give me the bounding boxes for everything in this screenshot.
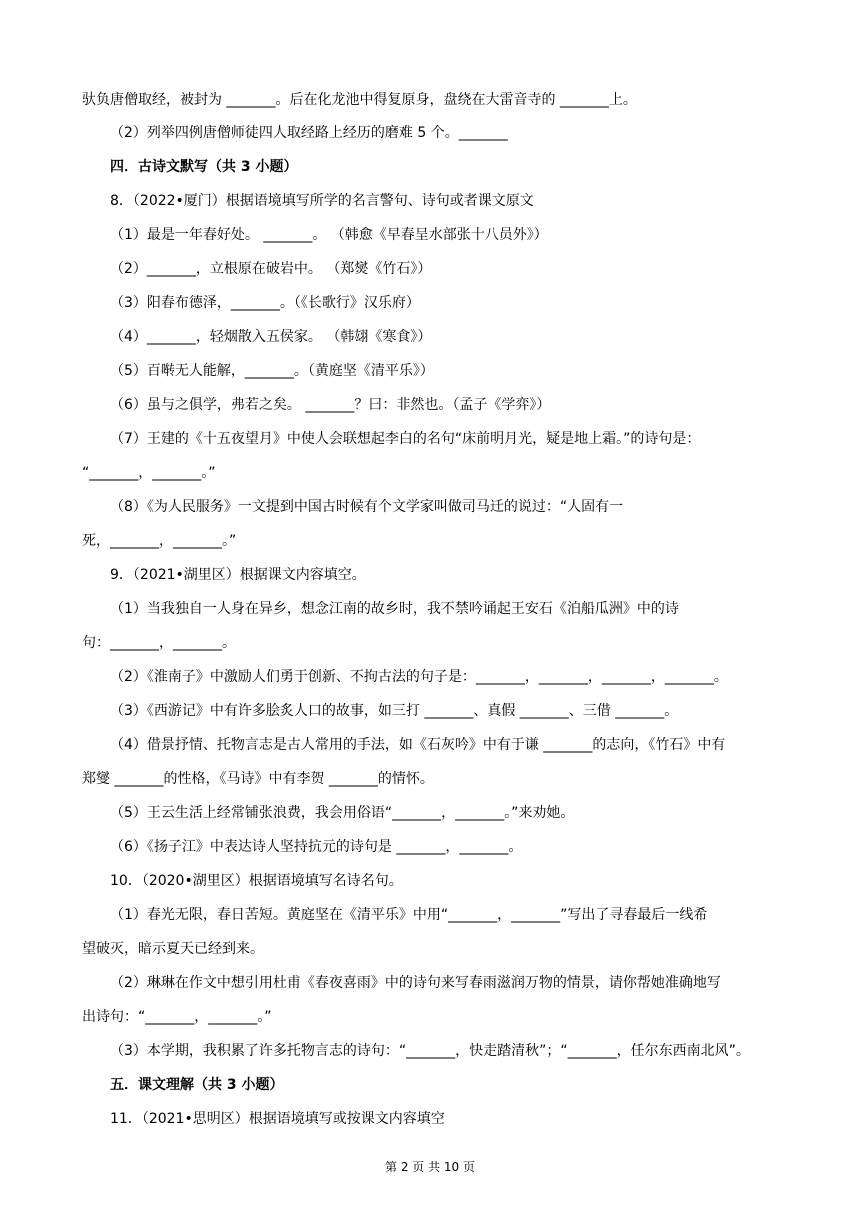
text-line: 郑燮 _______的性格，《马诗》中有李贺 _______的情怀。 [82,771,434,787]
question-title: 10．（2020•湖里区）根据语境填写名诗名句。 [110,873,403,889]
text-line: “_______，_______。” [82,465,216,481]
question-title: 8．（2022•厦门）根据语境填写所学的名言警句、诗句或者课文原文 [110,193,534,209]
text-line: 望破灭，暗示夏天已经到来。 [82,941,264,957]
section-heading: 四．古诗文默写（共 3 小题） [110,159,298,175]
text-line: （8）《为人民服务》一文提到中国古时候有个文学家叫做司马迁的说过：“人固有一 [110,499,624,515]
text-line: （2）《淮南子》中激励人们勇于创新、不拘古法的句子是：_______，_______，_______，_______。 [110,669,728,685]
text-line: （6）《扬子江》中表达诗人坚持抗元的诗句是 _______，_______。 [110,839,523,855]
text-line: （4）_______，轻烟散入五侯家。 （韩翃《寒食》） [110,329,432,345]
page-number: 第 2 页 共 10 页 [385,1160,475,1174]
text-line: （2）琳琳在作文中想引用杜甫《春夜喜雨》中的诗句来写春雨滋润万物的情景，请你帮她准确地写 [110,975,721,991]
text-line: （6）虽与之俱学，弗若之矣。 _______？曰：非然也。（孟子《学弈》） [110,397,551,413]
text-line: （5）王云生活上经常铺张浪费，我会用俗语“_______，_______。”来劝她。 [110,805,575,821]
text-line: （1）春光无限，春日苦短。黄庭坚在《清平乐》中用“_______，_______”写出了寻春最后一线希 [110,907,708,923]
section-heading: 五．课文理解（共 3 小题） [110,1077,284,1093]
text-line: （3）《西游记》中有许多脍炙人口的故事，如三打 _______、真假 _______、三借 _______。 [110,703,679,719]
text-line: （1）当我独自一人身在异乡，想念江南的故乡时，我不禁吟诵起王安石《泊船瓜洲》中的诗 [110,601,679,617]
text-line: （2）_______，立根原在破岩中。 （郑爕《竹石》） [110,261,432,277]
text-line: 句：_______，_______。 [82,635,236,651]
text-line: （2）列举四例唐僧师徒四人取经路上经历的磨难 5 个。_______ [110,125,508,141]
text-line: （1）最是一年春好处。 _______。 （韩愈《早春呈水部张十八员外》） [110,227,548,243]
question-title: 11．（2021•思明区）根据语境填写或按课文内容填空 [110,1111,445,1127]
text-line: 死，_______，_______。” [82,533,237,549]
text-line: （4）借景抒情、托物言志是古人常用的手法，如《石灰吟》中有于谦 _______的志向，《竹石》中有 [110,737,726,753]
text-line: （3）本学期，我积累了许多托物言志的诗句：“_______，快走踏清秋”；“_______，任尔东西南北风”。 [110,1043,750,1059]
text-line: （7）王建的《十五夜望月》中使人会联想起李白的名句“床前明月光，疑是地上霜。”的诗句是： [110,431,701,447]
text-line: （3）阳春布德泽，_______。（《长歌行》汉乐府） [110,295,420,311]
text-line: 出诗句：“_______，_______。” [82,1009,272,1025]
text-line: （5）百啭无人能解，_______。（黄庭坚《清平乐》） [110,363,434,379]
question-title: 9．（2021•湖里区）根据课文内容填空。 [110,567,366,583]
text-line: 驮负唐僧取经，被封为 _______。后在化龙池中得复原身，盘绕在大雷音寺的 _______上。 [82,92,637,108]
